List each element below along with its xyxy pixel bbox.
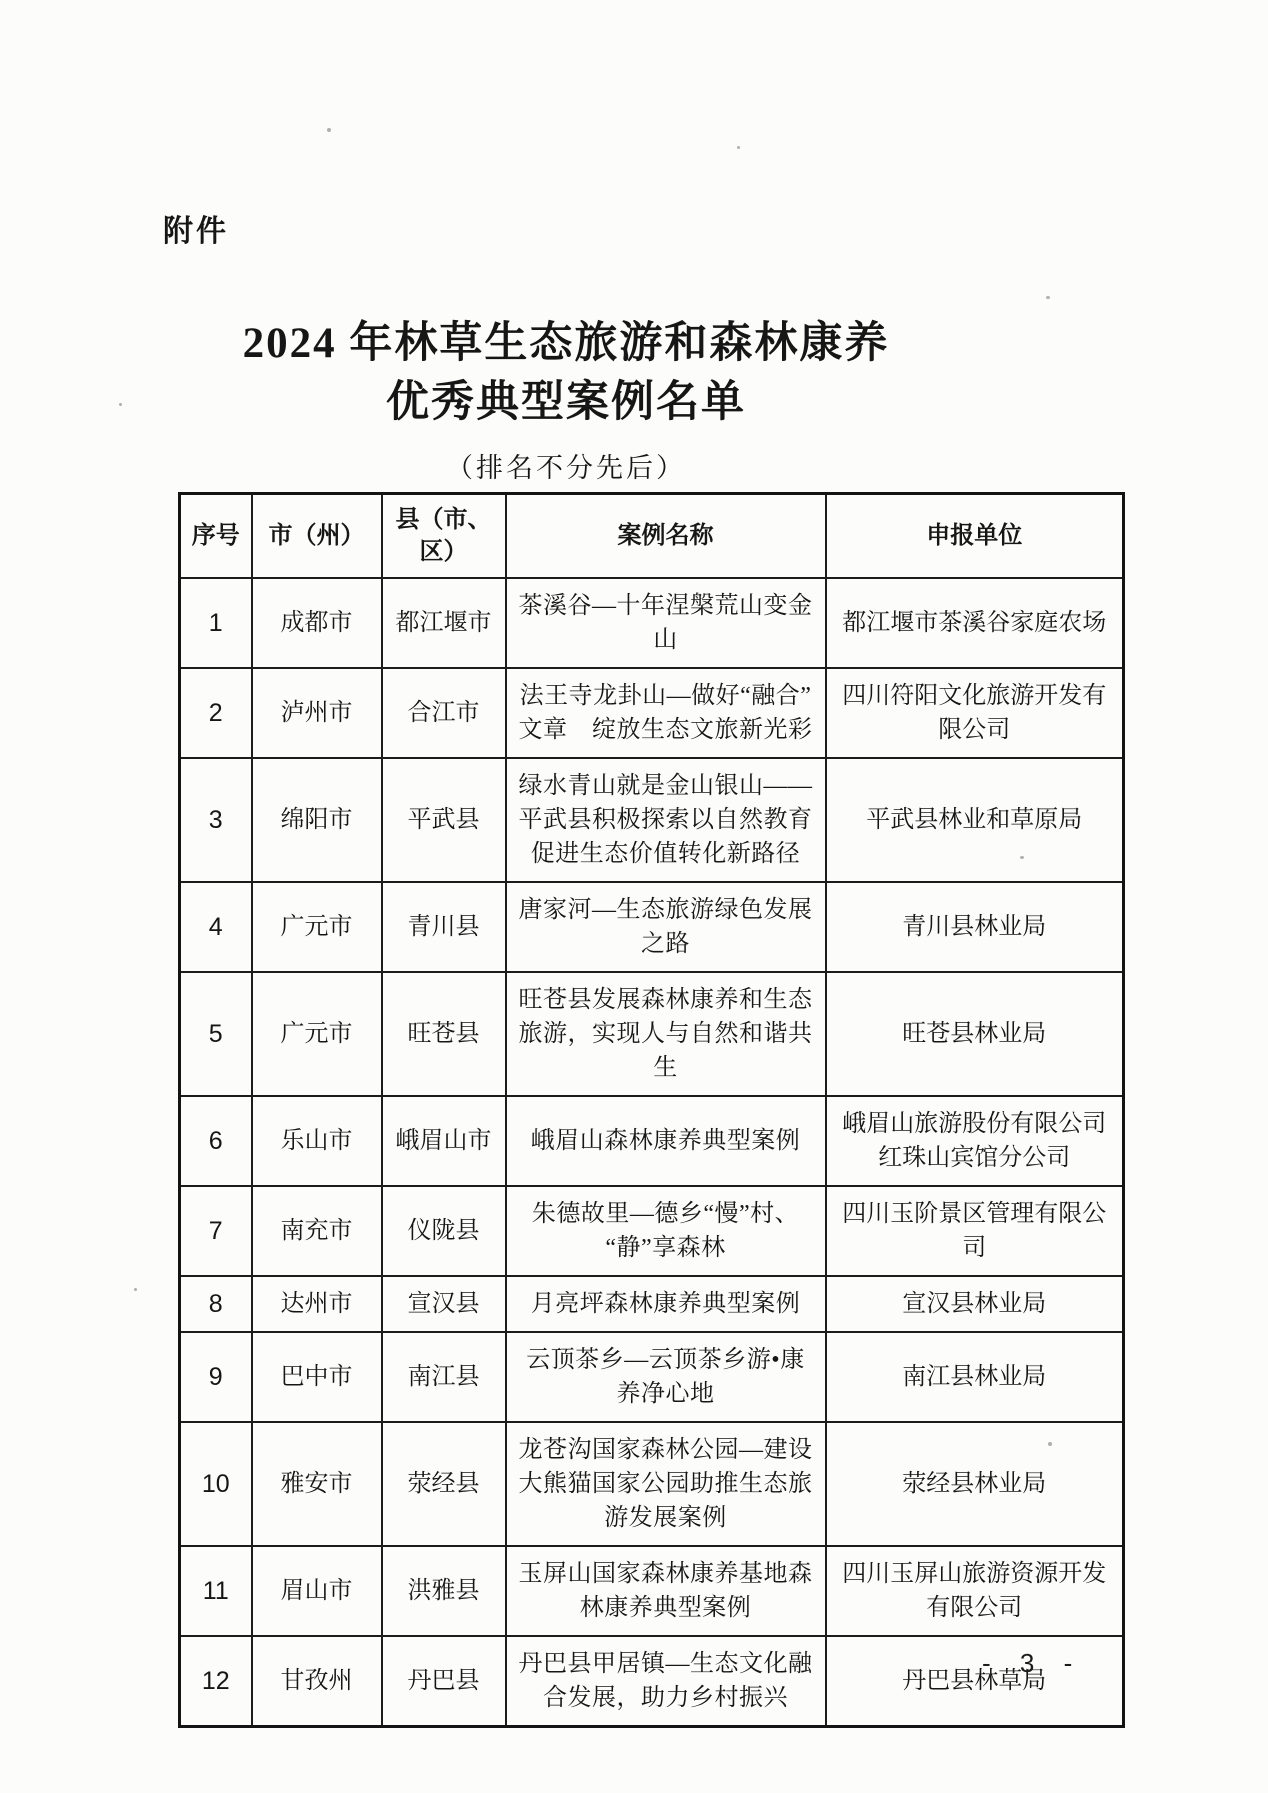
cases-table — [178, 492, 1125, 1728]
table-row — [180, 1186, 1124, 1276]
cell-county: 峨眉山市 — [382, 1096, 506, 1186]
table-row — [180, 1546, 1124, 1636]
cell-unit: 丹巴县林草局 — [826, 1636, 1124, 1727]
cell-city: 甘孜州 — [252, 1636, 382, 1727]
cell-no: 5 — [180, 972, 252, 1096]
table-body — [180, 578, 1124, 1727]
header-case: 案例名称 — [506, 494, 826, 579]
cell-no: 6 — [180, 1096, 252, 1186]
cell-case: 法王寺龙卦山—做好“融合”文章 绽放生态文旅新光彩 — [506, 668, 826, 758]
scan-speck — [134, 1288, 137, 1291]
cell-county: 都江堰市 — [382, 578, 506, 668]
cell-no: 7 — [180, 1186, 252, 1276]
cell-unit: 荥经县林业局 — [826, 1422, 1124, 1546]
cell-no: 9 — [180, 1332, 252, 1422]
page-number: - 3 - — [982, 1648, 1084, 1678]
cell-city: 乐山市 — [252, 1096, 382, 1186]
document-title-line2: 优秀典型案例名单 — [386, 379, 746, 426]
cell-county: 合江市 — [382, 668, 506, 758]
cell-case: 月亮坪森林康养典型案例 — [506, 1276, 826, 1332]
cell-no: 12 — [180, 1636, 252, 1727]
cell-unit: 四川玉屏山旅游资源开发有限公司 — [826, 1546, 1124, 1636]
scan-speck — [1020, 856, 1024, 859]
cell-city: 南充市 — [252, 1186, 382, 1276]
cell-case: 龙苍沟国家森林公园—建设大熊猫国家公园助推生态旅游发展案例 — [506, 1422, 826, 1546]
cell-case: 茶溪谷—十年涅槃荒山变金山 — [506, 578, 826, 668]
scan-speck — [119, 403, 122, 406]
cell-case: 峨眉山森林康养典型案例 — [506, 1096, 826, 1186]
cell-case: 玉屏山国家森林康养基地森林康养典型案例 — [506, 1546, 826, 1636]
table-row — [180, 758, 1124, 882]
cell-case: 旺苍县发展森林康养和生态旅游，实现人与自然和谐共生 — [506, 972, 826, 1096]
cell-no: 11 — [180, 1546, 252, 1636]
cell-case: 丹巴县甲居镇—生态文化融合发展，助力乡村振兴 — [506, 1636, 826, 1727]
header-city: 市（州） — [252, 494, 382, 579]
cell-unit: 青川县林业局 — [826, 882, 1124, 972]
cell-no: 4 — [180, 882, 252, 972]
cell-county: 荥经县 — [382, 1422, 506, 1546]
cell-county: 平武县 — [382, 758, 506, 882]
header-unit: 申报单位 — [826, 494, 1124, 579]
cell-no: 10 — [180, 1422, 252, 1546]
scan-speck — [737, 146, 740, 149]
cell-city: 达州市 — [252, 1276, 382, 1332]
table-row — [180, 668, 1124, 758]
cell-unit: 南江县林业局 — [826, 1332, 1124, 1422]
cell-case: 唐家河—生态旅游绿色发展之路 — [506, 882, 826, 972]
table-row — [180, 882, 1124, 972]
cell-unit: 旺苍县林业局 — [826, 972, 1124, 1096]
table-header-row — [180, 494, 1124, 579]
cell-city: 成都市 — [252, 578, 382, 668]
table-row — [180, 1096, 1124, 1186]
cell-city: 眉山市 — [252, 1546, 382, 1636]
cell-county: 洪雅县 — [382, 1546, 506, 1636]
cell-city: 泸州市 — [252, 668, 382, 758]
cell-county: 丹巴县 — [382, 1636, 506, 1727]
cell-unit: 宣汉县林业局 — [826, 1276, 1124, 1332]
cell-county: 仪陇县 — [382, 1186, 506, 1276]
cell-unit: 四川玉阶景区管理有限公司 — [826, 1186, 1124, 1276]
cell-city: 绵阳市 — [252, 758, 382, 882]
scan-speck — [1046, 296, 1050, 299]
table-row — [180, 578, 1124, 668]
scan-speck — [1048, 1442, 1052, 1446]
cell-city: 雅安市 — [252, 1422, 382, 1546]
cell-county: 旺苍县 — [382, 972, 506, 1096]
cell-city: 广元市 — [252, 882, 382, 972]
cell-unit: 平武县林业和草原局 — [826, 758, 1124, 882]
table-row — [180, 1422, 1124, 1546]
cell-unit: 都江堰市茶溪谷家庭农场 — [826, 578, 1124, 668]
cell-county: 南江县 — [382, 1332, 506, 1422]
table-row — [180, 1276, 1124, 1332]
cell-county: 宣汉县 — [382, 1276, 506, 1332]
cell-case: 绿水青山就是金山银山——平武县积极探索以自然教育促进生态价值转化新路径 — [506, 758, 826, 882]
header-no: 序号 — [180, 494, 252, 579]
header-county: 县（市、区） — [382, 494, 506, 579]
table-row — [180, 1332, 1124, 1422]
cell-city: 巴中市 — [252, 1332, 382, 1422]
cell-no: 8 — [180, 1276, 252, 1332]
table-row — [180, 972, 1124, 1096]
cell-unit: 峨眉山旅游股份有限公司红珠山宾馆分公司 — [826, 1096, 1124, 1186]
cell-no: 1 — [180, 578, 252, 668]
scan-speck — [327, 128, 331, 132]
cell-case: 朱德故里—德乡“慢”村、“静”享森林 — [506, 1186, 826, 1276]
cell-no: 2 — [180, 668, 252, 758]
document-subtitle: （排名不分先后） — [446, 453, 686, 483]
title-block — [0, 314, 1132, 485]
cell-no: 3 — [180, 758, 252, 882]
document-title-line1: 2024 年林草生态旅游和森林康养 — [242, 320, 890, 367]
cell-unit: 四川符阳文化旅游开发有限公司 — [826, 668, 1124, 758]
cell-county: 青川县 — [382, 882, 506, 972]
cell-case: 云顶茶乡—云顶茶乡游•康养净心地 — [506, 1332, 826, 1422]
cell-city: 广元市 — [252, 972, 382, 1096]
attachment-label: 附件 — [163, 215, 229, 248]
